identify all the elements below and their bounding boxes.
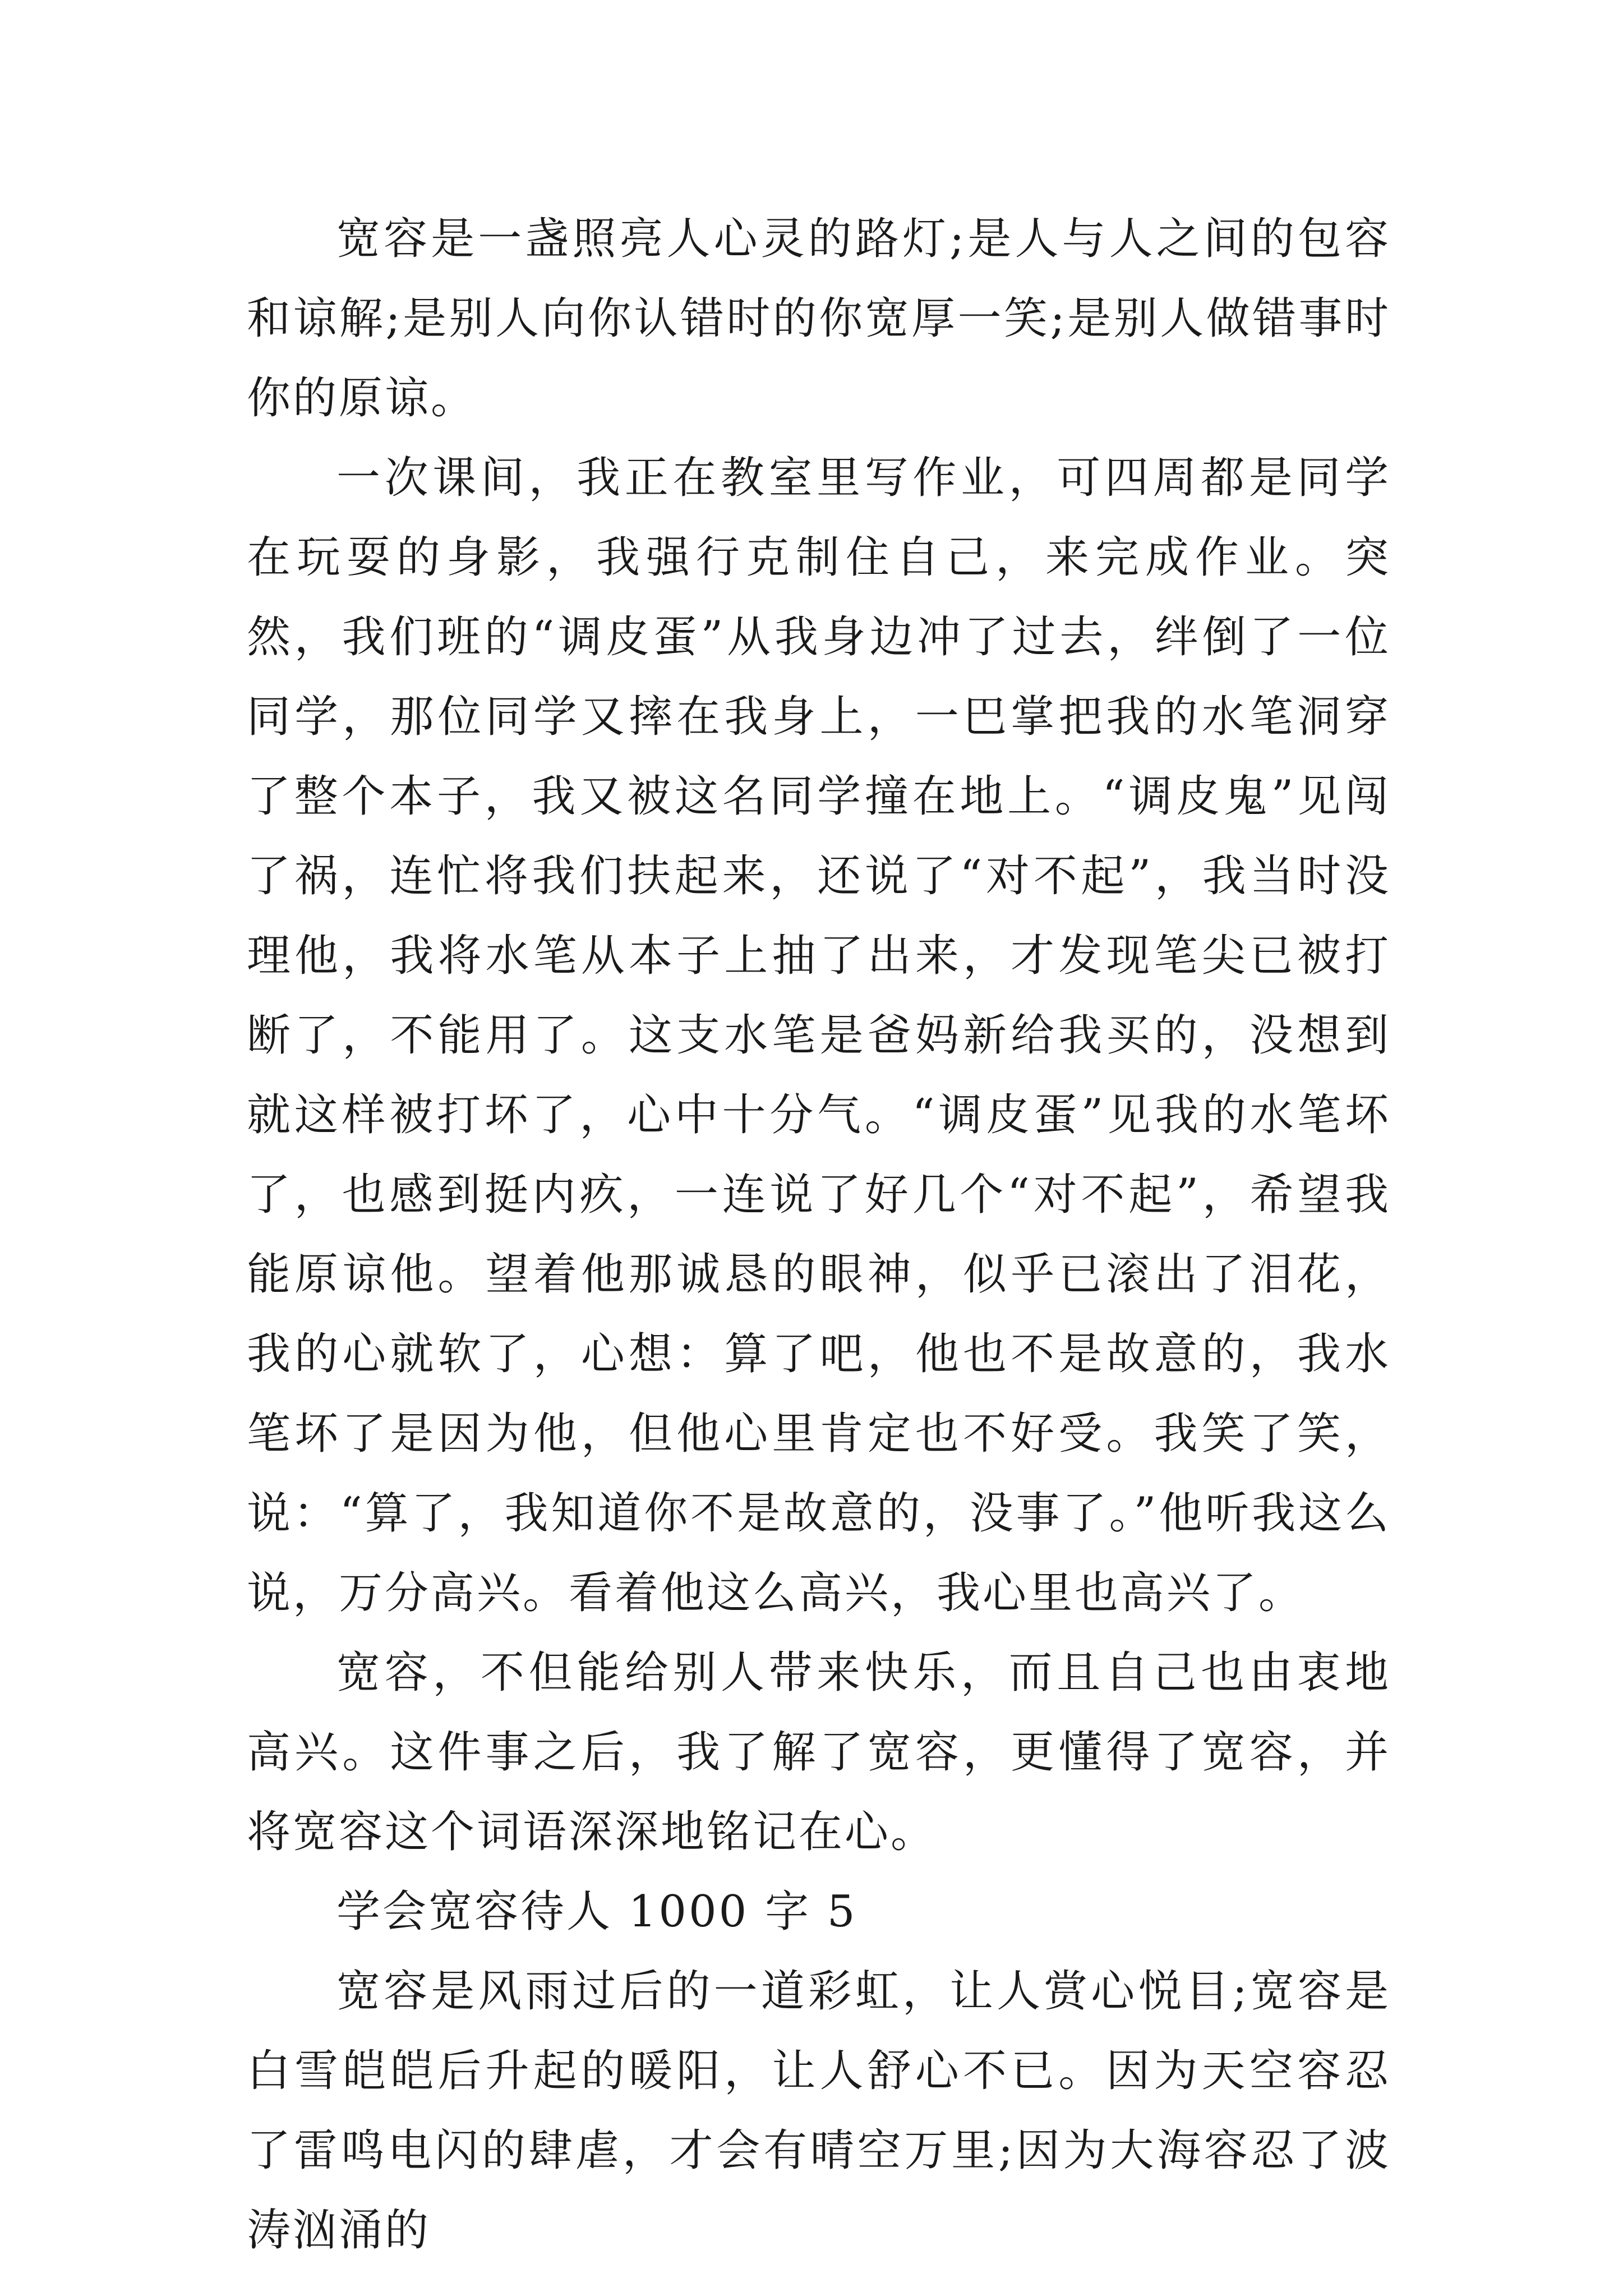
paragraph-3: 宽容，不但能给别人带来快乐，而且自己也由衷地高兴。这件事之后，我了解了宽容，更懂得了宽容，并将宽容这个词语深深地铭记在心。	[247, 1648, 1391, 1857]
paragraph-4: 宽容是风雨过后的一道彩虹，让人赏心悦目;宽容是白雪皑皑后升起的暖阳，让人舒心不已。因为天空容忍了雷鸣电闪的肆虐，才会有晴空万里;因为大海容忍了波涛汹涌的	[247, 1966, 1391, 2256]
document-body	[247, 199, 1391, 2270]
paragraph-1: 宽容是一盏照亮人心灵的路灯;是人与人之间的包容和谅解;是别人向你认错时的你宽厚一笑;是别人做错事时你的原谅。	[247, 214, 1391, 424]
section-heading: 学会宽容待人 1000 字 5	[336, 1887, 857, 1937]
paragraph-2: 一次课间，我正在教室里写作业，可四周都是同学在玩耍的身影，我强行克制住自己，来完成作业。突然，我们班的“调皮蛋”从我身边冲了过去，绊倒了一位同学，那位同学又摔在我身上，一巴掌把我的水笔洞穿了整个本子，我又被这名同学撞在地上。“调皮鬼”见闯了祸，连忙将我们扶起来，还说了“对不起”，我当时没理他，我将水笔从本子上抽了出来，才发现笔尖已被打断了，不能用了。这支水笔是爸妈新给我买的，没想到就这样被打坏了，心中十分气。“调皮蛋”见我的水笔坏了，也感到挺内疚，一连说了好几个“对不起”，希望我能原谅他。望着他那诚恳的眼神，似乎已滚出了泪花，我的心就软了，心想：算了吧，他也不是故意的，我水笔坏了是因为他，但他心里肯定也不好受。我笑了笑，说：“算了，我知道你不是故意的，没事了。”他听我这么说，万分高兴。看着他这么高兴，我心里也高兴了。	[247, 453, 1391, 1618]
